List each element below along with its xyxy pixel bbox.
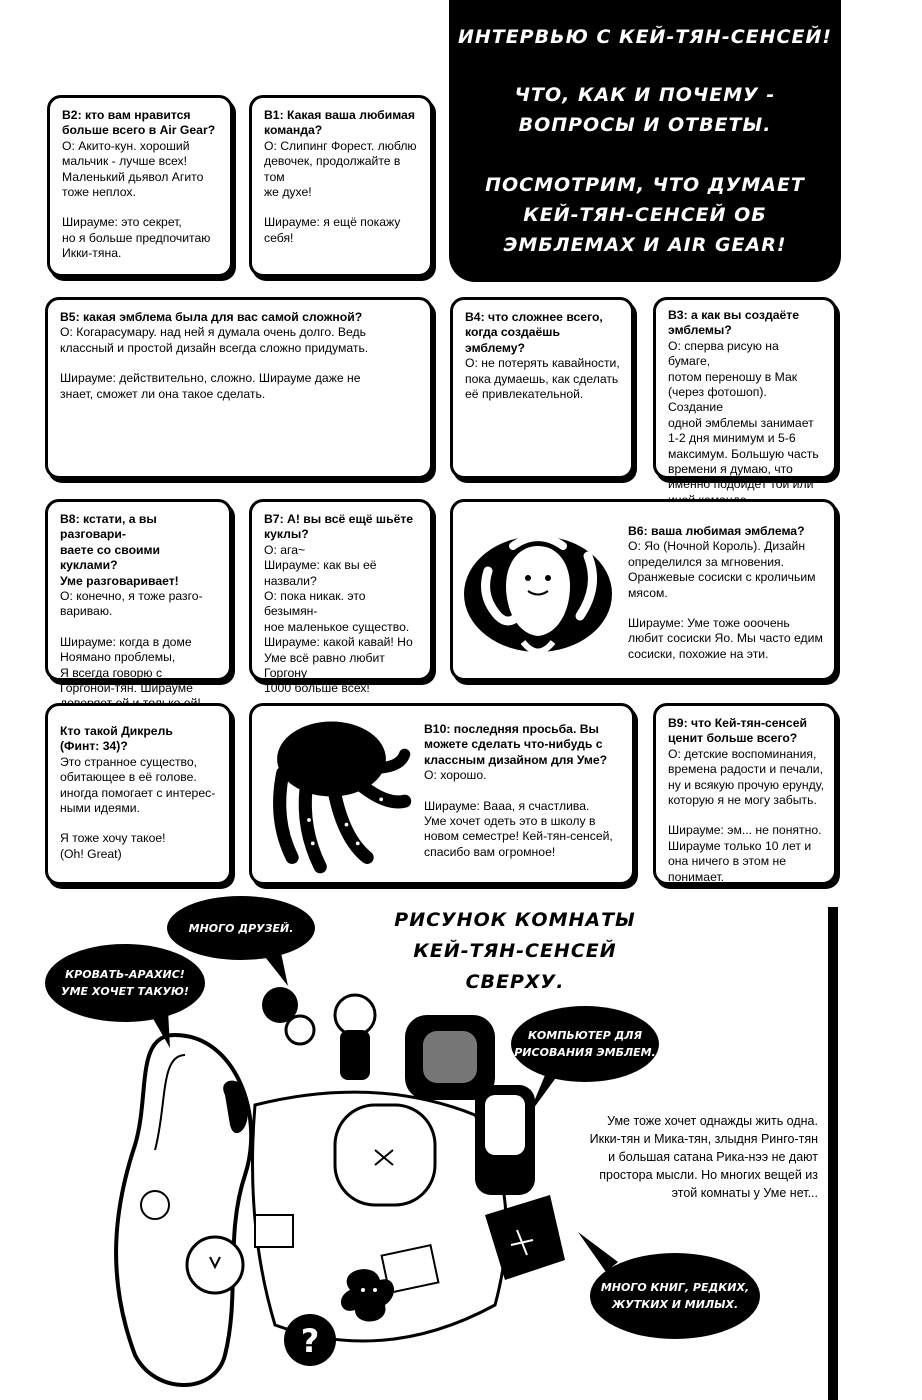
shiraume-q5: Ширауме: действительно, сложно. Ширауме даже не знает, сможет ли она такое сделать. (60, 371, 361, 401)
book-icon (255, 1215, 293, 1247)
shiraume-q6: Ширауме: Уме тоже ооочень любит сосиски Яо. Мы часто едим сосиски, похожие на эти. (628, 616, 823, 661)
bubble-books: МНОГО КНИГ, РЕДКИХ, ЖУТКИХ И МИЛЫХ. (590, 1253, 760, 1339)
shiraume-q10: Ширауме: Вааа, я счастлива. Уме хочет одеть это в школу в новом семестре! Кей-тян-сенсей, спасибо вам огромное! (424, 798, 613, 859)
qa-box-q2 (47, 95, 233, 277)
teddy-bear-icon (141, 1191, 169, 1219)
header-subtitle: ЧТО, КАК И ПОЧЕМУ - ВОПРОСЫ И ОТВЕТЫ. (514, 84, 776, 136)
yao-emblem-icon (458, 516, 618, 666)
bubble-tail-icon (148, 1010, 188, 1050)
bubble-tail-icon (578, 1232, 618, 1272)
answer-q5: О: Когарасумару. над ней я думала очень долго. Ведь классный и простой дизайн всегда сложно придумать. (60, 325, 369, 355)
shiraume-q9: Ширауме: эм... не понятно. Ширауме только 10 лет и она ничего в этом не понимает. (668, 823, 822, 884)
answer-q1: О: Слипинг Форест. люблю девочек, продолжайте в том же духе! (264, 138, 417, 200)
question-q7: В7: А! вы всё ещё шьёте куклы? (264, 512, 414, 542)
header-title: ИНТЕРВЬЮ С КЕЙ-ТЯН-СЕНСЕЙ! (457, 26, 833, 48)
shiraume-q1: Ширауме: я ещё покажу себя! (264, 215, 401, 245)
shiraume-q8: Ширауме: когда в доме Ноямано проблемы, Я всегда говорю с Горгоной-тян. Ширауме (60, 634, 193, 696)
bubble-tail-icon (258, 948, 298, 988)
answer-dikrel: Это странное существо, обитающее в её голове. иногда помогает с интерес- ными идеями. (60, 754, 216, 816)
svg-text:?: ? (300, 1322, 320, 1360)
bubble-many-friends: МНОГО ДРУЗЕЙ. (167, 896, 315, 960)
answer-q6: О: Яо (Ночной Король). Дизайн определился за мгновения. Оранжевые сосиски с кроличьим мясом. (628, 539, 816, 600)
question-q9: В9: что Кей-тян-сенсей ценит больше всего? (668, 716, 807, 746)
room-caption: Уме тоже хочет однажды жить одна. Икки-тян и Мика-тян, злыдня Ринго-тян и большая сатана Рика-нээ не дают простора мысли. Но многих вещей из этой комнаты у Уме нет... (589, 1114, 818, 1200)
question-q2: В2: кто вам нравится больше всего в Air Gear? (62, 108, 216, 138)
bubble-computer: КОМПЬЮТЕР ДЛЯ РИСОВАНИЯ ЭМБЛЕМ. (511, 1006, 659, 1082)
bubble-tail-icon (528, 1068, 568, 1118)
qa-box-q3 (653, 297, 837, 492)
dikrel-creature-icon (264, 714, 414, 879)
answer-q3: О: сперва рисую на бумаге, потом переношу в Мак (через фотошоп). Создание одной эмблемы занимает 1-2 дня минимум и 5-6 максимум. Большую часть времени я думаю, что именно подойдёт той или (668, 338, 819, 492)
qa-box-dikrel (45, 703, 232, 885)
interview-header (449, 0, 841, 282)
answer-q4: О: не потерять кавайности, пока думаешь, как сделать её привлекательной. (465, 356, 620, 402)
question-dikrel: Кто такой Дикрель (Финт: 34)? (60, 724, 173, 754)
note-dikrel: Я тоже хочу такое! (Oh! Great) (60, 831, 166, 861)
answer-q8: О: конечно, я тоже разго- вариваю. (60, 589, 203, 619)
question-q10: В10: последняя просьба. Вы можете сделать что-нибудь с классным дизайном для Уме? (424, 722, 608, 767)
cushion-icon (335, 1105, 435, 1205)
question-q6: В6: ваша любимая эмблема? (628, 524, 805, 538)
qa-box-q9 (653, 703, 837, 885)
qa-box-q6 (450, 499, 837, 681)
question-q5: В5: какая эмблема была для вас самой сложной? (60, 310, 363, 324)
answer-q10: О: хорошо. (424, 768, 487, 783)
qa-box-q8 (45, 499, 232, 696)
qa-box-q7 (249, 499, 433, 696)
qa-box-q5 (45, 297, 433, 479)
room-drawing-title: РИСУНОК КОМНАТЫ КЕЙ-ТЯН-СЕНСЕЙ СВЕРХУ. (394, 909, 636, 993)
vertical-divider (828, 907, 838, 1400)
question-q1: В1: Какая ваша любимая команда? (264, 108, 415, 138)
qa-box-q10 (249, 703, 635, 885)
question-q4: В4: что сложнее всего, когда создаёшь эмблему? (465, 310, 603, 355)
header-tagline: ПОСМОТРИМ, ЧТО ДУМАЕТ КЕЙ-ТЯН-СЕНСЕЙ ОБ ЭМБЛЕМАХ И AIR GEAR! (485, 174, 805, 256)
answer-q9: О: детские воспоминания, времена радости и печали, ну и всякую прочую ерунду, которую я не могу забыть. (668, 746, 824, 808)
qa-box-q1 (249, 95, 433, 277)
answer-q7: О: ага~ Ширауме: как вы её назвали? О: пока никак. это безымян- ное маленькое существо. Ширауме: какой кавай! Но Уме всё равно любит Горгону 1000 больше всех! (264, 542, 413, 696)
question-q8: В8: кстати, а вы разговари- ваете со своими куклами? Уме разговаривает! (60, 512, 179, 588)
shiraume-q2: Ширауме: это секрет, но я больше предпочитаю Икки-тяна. (62, 215, 211, 261)
answer-q2: О: Акито-кун. хороший мальчик - лучше всех! Маленький дьявол Агито тоже неплох. (62, 138, 204, 200)
bubble-peanut-bed: КРОВАТЬ-АРАХИС! УМЕ ХОЧЕТ ТАКУЮ! (45, 944, 205, 1022)
question-q3: В3: а как вы создаёте эмблемы? (668, 308, 799, 338)
qa-box-q4 (450, 297, 634, 479)
